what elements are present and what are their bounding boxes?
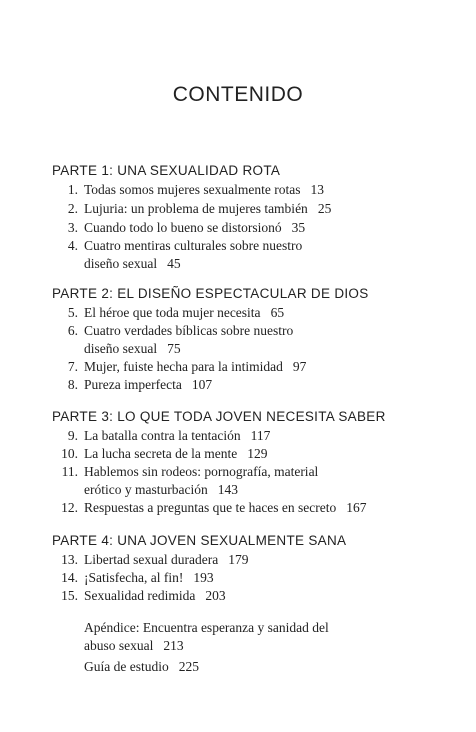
entry-number: 15.: [61, 588, 78, 603]
entry-title: Cuatro mentiras culturales sobre nuestro: [84, 238, 303, 253]
study-guide-page: 225: [178, 659, 199, 674]
entry-number: 11.: [61, 464, 78, 479]
entry-number: 2.: [67, 201, 78, 216]
entry-number: 5.: [67, 305, 78, 320]
entry-title: Libertad sexual duradera: [84, 552, 219, 567]
entry-number: 9.: [67, 428, 78, 443]
appendix-title-cont: abuso sexual: [84, 638, 154, 653]
entry-title-cont: diseño sexual: [84, 256, 158, 271]
entry-title: ¡Satisfecha, al fin!: [84, 570, 184, 585]
entry-page: 25: [317, 201, 332, 216]
entry-title: Cuando todo lo bueno se distorsionó: [84, 220, 282, 235]
entry-page: 107: [191, 377, 213, 392]
entry-number: 1.: [67, 182, 78, 197]
entry-title: Todas somos mujeres sexualmente rotas: [84, 182, 301, 197]
part-1-heading: PARTE 1: UNA SEXUALIDAD ROTA: [52, 163, 281, 178]
entry-title: Lujuria: un problema de mujeres también: [84, 201, 308, 216]
entry-page: 35: [291, 220, 306, 235]
entry-page: 143: [217, 482, 238, 497]
entry-page: 117: [250, 428, 271, 443]
appendix-page: 213: [163, 638, 184, 653]
entry-number: 6.: [67, 323, 78, 338]
entry-number: 7.: [67, 359, 78, 374]
entry-title: Respuestas a preguntas que te haces en secreto: [84, 500, 337, 515]
page-title: CONTENIDO: [172, 83, 304, 106]
study-guide-title: Guía de estudio: [84, 659, 169, 674]
entry-page: 97: [292, 359, 307, 374]
entry-page: 193: [193, 570, 214, 585]
part-4-heading: PARTE 4: UNA JOVEN SEXUALMENTE SANA: [52, 533, 347, 548]
entry-page: 203: [205, 588, 226, 603]
entry-number: 12.: [61, 500, 78, 515]
entry-number: 3.: [67, 220, 78, 235]
entry-title: Sexualidad redimida: [84, 588, 196, 603]
entry-title: Mujer, fuiste hecha para la intimidad: [84, 359, 283, 374]
entry-title: La batalla contra la tentación: [84, 428, 241, 443]
entry-title: Pureza imperfecta: [84, 377, 182, 392]
study-guide-entry[interactable]: [84, 659, 199, 675]
entry-page: 65: [270, 305, 285, 320]
part-2-heading: PARTE 2: EL DISEÑO ESPECTACULAR DE DIOS: [52, 286, 369, 301]
entry-page: 167: [346, 500, 367, 515]
entry-page: 13: [310, 182, 325, 197]
entry-title: La lucha secreta de la mente: [84, 446, 238, 461]
entry-title-cont: erótico y masturbación: [84, 482, 208, 497]
entry-number: 4.: [67, 238, 78, 253]
entry-page: 45: [167, 256, 181, 271]
entry-title: El héroe que toda mujer necesita: [84, 305, 261, 320]
entry-number: 10.: [61, 446, 78, 461]
entry-number: 8.: [67, 377, 78, 392]
entry-title: Cuatro verdades bíblicas sobre nuestro: [84, 323, 294, 338]
entry-number: 13.: [61, 552, 78, 567]
entry-page: 179: [228, 552, 249, 567]
entry-title-cont: diseño sexual: [84, 341, 158, 356]
entry-title: Hablemos sin rodeos: pornografía, material: [84, 464, 319, 479]
entry-number: 14.: [61, 570, 78, 585]
part-3-heading: PARTE 3: LO QUE TODA JOVEN NECESITA SABER: [52, 409, 386, 424]
appendix-entry[interactable]: Apéndice: Encuentra esperanza y sanidad del: [84, 620, 329, 635]
appendix-entry-cont: [84, 638, 184, 654]
entry-page: 75: [167, 341, 181, 356]
entry-page: 129: [247, 446, 268, 461]
